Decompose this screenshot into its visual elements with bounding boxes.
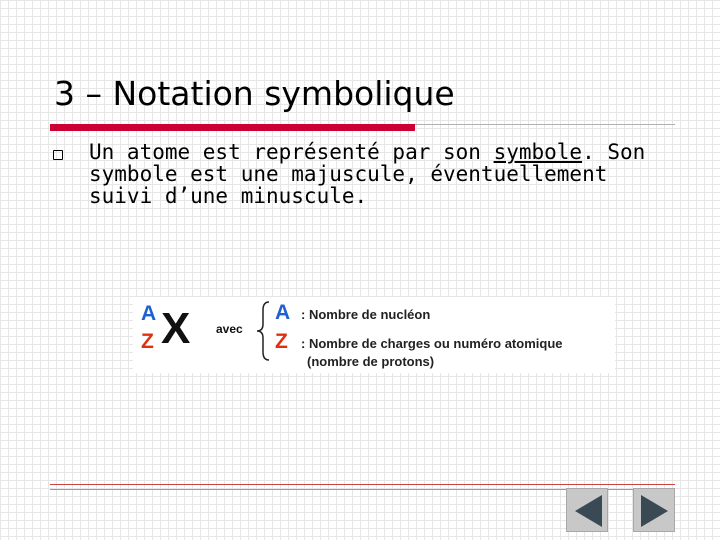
nuclide-notation-diagram [133, 297, 615, 373]
bullet-text-start: Un atome est représenté par son [89, 140, 494, 164]
atomic-number-description: : Nombre de charges ou numéro atomique [301, 336, 563, 351]
slide-title: 3 – Notation symbolique [54, 74, 455, 113]
atomic-number-symbol: Z [141, 330, 154, 353]
mass-number-description: : Nombre de nucléon [301, 307, 431, 322]
bullet-text-underlined: symbole [493, 140, 583, 164]
bullet-square [53, 150, 63, 160]
atomic-number-description-note: (nombre de protons) [307, 354, 435, 369]
previous-slide-button[interactable] [566, 488, 608, 532]
element-symbol: X [161, 304, 191, 353]
atomic-number-symbol-right: Z [275, 330, 288, 353]
triangle-left-icon [567, 489, 609, 533]
avec-label: avec [216, 322, 243, 336]
triangle-right-icon [634, 489, 676, 533]
curly-brace-icon [255, 300, 271, 362]
mass-number-symbol: A [141, 302, 157, 325]
bullet-text [89, 141, 679, 207]
next-slide-button[interactable] [633, 488, 675, 532]
title-underline-accent [50, 124, 415, 131]
mass-number-symbol-right: A [275, 301, 291, 324]
bullet-text-end: . Son symbole est une majuscule, éventuellement suivi d’une minuscule. [89, 140, 646, 208]
footer-rule-red [50, 484, 675, 485]
